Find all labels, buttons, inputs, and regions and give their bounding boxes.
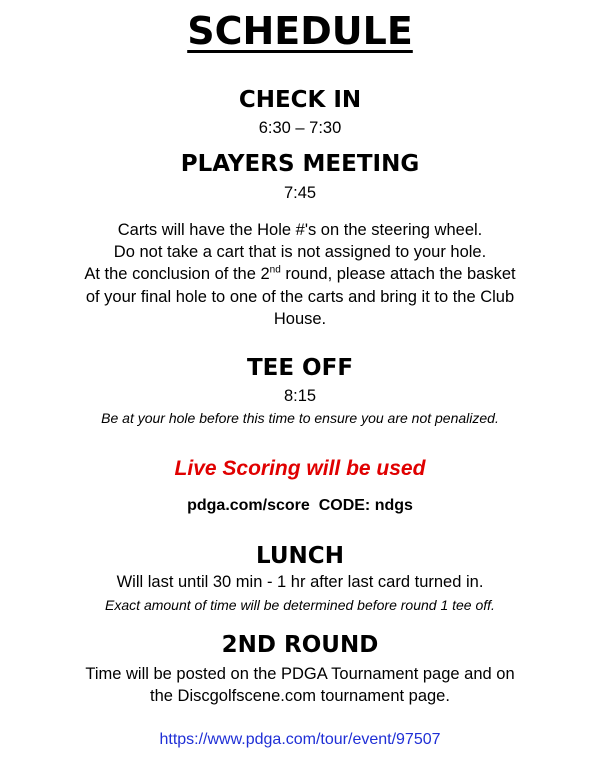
players-meeting-heading: PLAYERS MEETING <box>180 151 420 177</box>
lunch-note: Exact amount of time will be determined before round 1 tee off. <box>105 597 495 613</box>
tee-off-note: Be at your hole before this time to ensure you are not penalized. <box>101 410 499 426</box>
event-link[interactable]: https://www.pdga.com/tour/event/97507 <box>159 731 441 748</box>
second-round-line-1: Time will be posted on the PDGA Tournament page and on <box>85 665 515 683</box>
cart-info-line-3 <box>0 263 600 285</box>
cart-info-line-4: of your final hole to one of the carts and bring it to the Club <box>85 288 515 306</box>
ordinal-suffix: nd <box>269 264 281 276</box>
second-round-heading: 2ND ROUND <box>221 632 379 658</box>
cart-info-line-2: Do not take a cart that is not assigned to your hole. <box>113 243 487 261</box>
cart-info-line-5: House. <box>273 310 327 328</box>
lunch-line-1: Will last until 30 min - 1 hr after last card turned in. <box>116 573 484 591</box>
cart-info-line-3-end: round, please attach the basket <box>280 265 516 283</box>
cart-info-line-1: Carts will have the Hole #'s on the steering wheel. <box>117 221 483 239</box>
live-scoring-notice: Live Scoring will be used <box>174 457 426 480</box>
players-meeting-time: 7:45 <box>283 184 317 202</box>
score-code: pdga.com/score CODE: ndgs <box>187 497 413 514</box>
lunch-heading: LUNCH <box>256 543 344 569</box>
check-in-heading: CHECK IN <box>238 87 362 113</box>
cart-info-line-3-start: At the conclusion of the 2 <box>84 265 270 283</box>
check-in-time: 6:30 – 7:30 <box>258 119 342 137</box>
page-title: SCHEDULE <box>187 9 413 53</box>
tee-off-heading: TEE OFF <box>246 355 354 381</box>
second-round-line-2: the Discgolfscene.com tournament page. <box>150 687 450 705</box>
tee-off-time: 8:15 <box>283 387 317 405</box>
